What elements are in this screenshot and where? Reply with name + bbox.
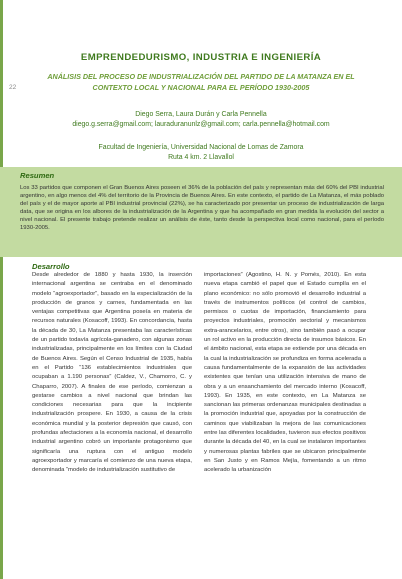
left-accent-bar bbox=[0, 0, 3, 579]
body-column-left bbox=[32, 271, 192, 476]
body-column-right bbox=[204, 271, 366, 476]
affiliation-address: Ruta 4 km. 2 Llavallol bbox=[168, 154, 234, 161]
affiliation-name: Facultad de Ingeniería, Universidad Nacional de Lomas de Zamora bbox=[98, 144, 304, 151]
journal-section-title: EMPRENDEDURISMO, INDUSTRIA E INGENIERÍA bbox=[80, 52, 322, 63]
abstract-text: Los 33 partidos que componen el Gran Buenos Aires poseen el 36% de la población del país y representan más del 60% del PBI industrial argentino, en algo menos del 4% del territorio de la Provincia de Buenos Aires. En este contexto, el partido de La Matanza, el más poblado del país y el de mayor aporte al PBI industrial provincial (22%), se ha caracterizado por presentar un proceso de industrialización de larga data, que se origina en los albores de la industrialización de la Argentina y que ha acompañado en gran medida la evolución del sector a nivel nacional. El presente trabajo pretende realizar un análisis de éste, tanto desde la perspectiva local como nacional, para el período 1930-2005. bbox=[20, 185, 384, 231]
body-paragraph: Desde alrededor de 1880 y hasta 1930, la inserción internacional argentina se centraba en el denominado modelo “agroexportador”, basado en la especialización de la producción de granos y carnes, fundamentada en las ventajas competitivas que Argentina poseía en materia de recursos naturales (Kosacoff, 1993). En concordancia, hasta la década de 30, La Matanza presentaba las características de un partido todavía agrícola-ganadero, con algunas zonas industrializadas, principalmente en los límites con la Ciudad de Buenos Aires. Según el Censo Industrial de 1935, había en el Partido “136 establecimientos industriales que ocupaban a 1.190 personas” (Caldez, V., Chamorro, C. y Chaparro, 2007). A finales de ese período, comienzan a gestarse cambios a nivel nacional que brindan las condiciones necesarias para que la incipiente industrialización prospere. En 1930, a causa de la crisis económica mundial y la posterior depresión que causó, con profundas afectaciones a la economía nacional, el desarrollo industrial argentino cobró un importante protagonismo que significaría una ruptura con el antiguo modelo agroexportador y marcaría el comienzo de una nueva etapa, denominada “modelo de industrialización sustitutivo de bbox=[32, 272, 192, 474]
affiliation-block bbox=[14, 143, 388, 163]
section-heading-desarrollo: Desarrollo bbox=[32, 262, 70, 271]
body-paragraph: importaciones” (Agostino, H. N. y Pomés, 2010). En esta nueva etapa cambió el papel que el Estado cumplía en el plano económico: no sólo promovió el desarrollo industrial a través de instrumentos políticos (el control de cambios, permisos o cuotas de importación, financiamiento para proyectos industriales, promoción sectorial y mecanismos extra-arancelarios, entre otros), sino también pasó a ocupar un rol activo en la producción directa de insumos básicos. En el ámbito nacional, esta etapa se extiende por una década en la cual la industrialización se profundiza en forma acelerada a causa fundamentalmente de la expansión de las actividades existentes que tenían una utilización intensiva de mano de obra y a un ensanchamiento del mercado interno (Kosacoff, 1993). En 1935, en este contexto, en La Matanza se sancionan las primeras ordenanzas municipales destinadas a la promoción industrial que, apoyadas por la construcción de caminos que viabilizaban la mejora de las comunicaciones entre las diferentes localidades, tuvieron sus efectos positivos durante la década del 40, en la cual se instalaron importantes y numerosas plantas fabriles que se ubicaron principalmente en San Justo y en Ramos Mejía, fomentando a un ritmo acelerado la urbanización bbox=[204, 272, 366, 474]
abstract-heading: Resumen bbox=[20, 171, 55, 180]
paper-title: ANÁLISIS DEL PROCESO DE INDUSTRIALIZACIÓN DEL PARTIDO DE LA MATANZA EN EL CONTEXTO LOCAL Y NACIONAL PARA EL PERÍODO 1930-2005 bbox=[47, 72, 355, 92]
author-emails: diego.g.serra@gmail.com; lauraduranunlz@gmail.com; carla.pennella@hotmail.com bbox=[72, 121, 330, 128]
author-block bbox=[14, 110, 388, 130]
page-number: 22 bbox=[9, 84, 17, 91]
abstract-panel bbox=[0, 167, 402, 257]
author-names: Diego Serra, Laura Durán y Carla Pennella bbox=[135, 111, 267, 118]
